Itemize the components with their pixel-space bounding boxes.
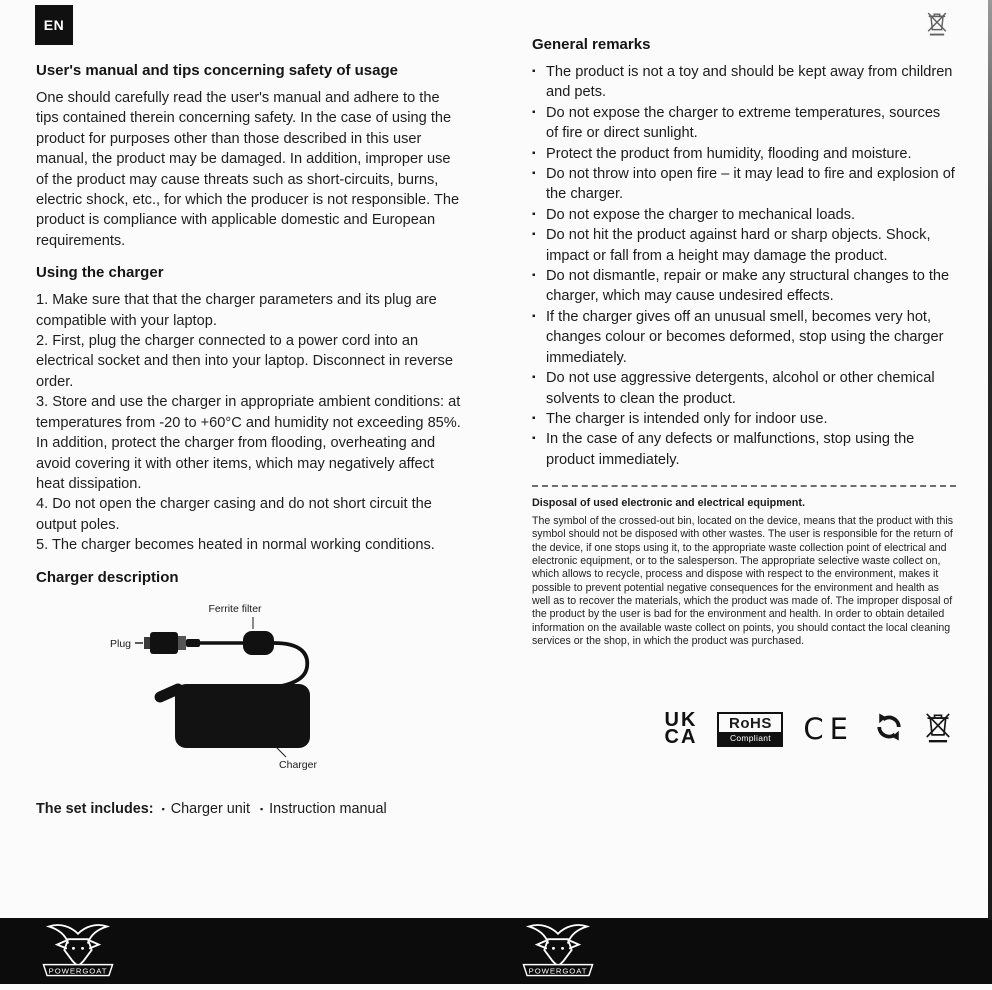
remark-text: Do not use aggressive detergents, alcohol or other chemical solvents to clean the product. — [546, 370, 935, 407]
powergoat-logo — [514, 921, 602, 986]
powergoat-logo — [34, 921, 122, 986]
bullet-icon: ▪ — [532, 270, 536, 282]
ukca-mark — [664, 709, 698, 749]
step-item: 4. Do not open the charger casing and do not short circuit the output poles. — [36, 496, 432, 533]
remark-item — [532, 62, 956, 103]
safety-body: One should carefully read the user's manual and adhere to the tips contained therein concerning safety. In the case of using the product for purposes other than those described in this user manual, the product may be damaged. In addition, improper use of the product may cause threats such as short-circuits, burns, electric shock, etc., for which the producer is not responsible. The product is compliance with applicable domestic and European requirements. — [36, 90, 460, 249]
remark-text: If the charger gives off an unusual smell, becomes very hot, changes colour or becomes deformed, stop using the charger immediately. — [546, 308, 944, 366]
set-item-label: Instruction manual — [269, 800, 387, 817]
set-item — [162, 801, 250, 817]
charger-label: Charger — [279, 758, 317, 771]
plug-label: Plug — [109, 637, 131, 650]
brand-name: POWERGOAT — [48, 966, 108, 976]
remark-text: Do not dismantle, repair or make any structural changes to the charger, which may cause undesired effects. — [546, 268, 950, 305]
bullet-icon: ▪ — [532, 433, 536, 445]
remark-text: Do not hit the product against hard or sharp objects. Shock, impact or fall from a height may damage the product. — [546, 227, 931, 264]
weee-crossed-bin-icon — [924, 710, 952, 748]
remark-item — [532, 368, 956, 409]
step-item: 3. Store and use the charger in appropriate ambient conditions: at temperatures from -20 to +60°C and humidity not exceeding 85%. In addition, protect the charger from flooding, overheating and avoid covering it with other items, which may negatively affect heat dissipation. — [36, 394, 461, 492]
remark-text: Do not expose the charger to mechanical loads. — [546, 206, 856, 223]
set-item — [260, 801, 387, 817]
remark-text: In the case of any defects or malfunctions, stop using the product immediately. — [546, 431, 915, 468]
charger-diagram — [36, 596, 466, 781]
remark-item — [532, 409, 956, 429]
ferrite-bead — [243, 631, 274, 655]
bullet-icon: ▪ — [532, 229, 536, 241]
set-item-label: Charger unit — [170, 800, 250, 817]
bullet-icon: ▪ — [532, 106, 536, 118]
language-badge: EN — [35, 5, 73, 45]
bullet-icon: ▪ — [532, 208, 536, 220]
disposal-heading: Disposal of used electronic and electrical equipment. — [532, 497, 805, 510]
remark-item — [532, 429, 956, 470]
description-heading: Charger description — [36, 568, 179, 586]
remark-item — [532, 307, 956, 368]
remark-text: Do not throw into open fire – it may lead to fire and explosion of the charger. — [546, 166, 955, 203]
goat-horn-right — [78, 925, 107, 943]
bullet-icon: ▪ — [532, 168, 536, 180]
set-includes-label: The set includes: — [36, 800, 154, 817]
bullet-icon: ▪ — [161, 803, 165, 814]
ferrite-filter-label: Ferrite filter — [208, 602, 262, 615]
step-item: 5. The charger becomes heated in normal working conditions. — [36, 537, 435, 554]
remark-text: Protect the product from humidity, flooding and moisture. — [546, 145, 912, 162]
bullet-icon: ▪ — [532, 412, 536, 424]
remark-item — [532, 266, 956, 307]
using-heading: Using the charger — [36, 264, 164, 282]
step-item: 1. Make sure that that the charger parameters and its plug are compatible with your laptop. — [36, 292, 437, 329]
dashed-divider — [532, 485, 956, 487]
bullet-icon: ▪ — [532, 147, 536, 159]
plug-icon — [144, 632, 200, 654]
rohs-mark — [717, 712, 783, 747]
using-steps — [36, 290, 466, 555]
bullet-icon: ▪ — [532, 310, 536, 322]
bullet-icon: ▪ — [532, 372, 536, 384]
bullet-icon: ▪ — [532, 66, 536, 77]
compliance-marks-row — [532, 710, 956, 748]
bullet-icon: ▪ — [259, 803, 264, 814]
ce-mark: CE — [803, 712, 854, 747]
set-includes-row — [36, 801, 466, 817]
scan-edge — [988, 0, 992, 920]
remark-text: The charger is intended only for indoor use. — [546, 410, 828, 427]
remark-item — [532, 144, 956, 164]
remark-text: The product is not a toy and should be kept away from children and pets. — [546, 64, 953, 101]
remark-item — [532, 164, 956, 205]
brand-name: POWERGOAT — [528, 966, 588, 976]
remark-text: Do not expose the charger to extreme temperatures, sources of fire or direct sunlight. — [546, 104, 941, 142]
ukca-line2: CA — [664, 726, 698, 749]
goat-horn-left — [49, 925, 78, 943]
remark-item — [532, 103, 956, 144]
remark-item — [532, 205, 956, 225]
left-column — [36, 62, 466, 817]
recycling-icon — [874, 712, 904, 747]
safety-heading: User's manual and tips concerning safety of usage — [36, 62, 398, 79]
charger-brick — [175, 684, 310, 748]
footer-bar — [0, 918, 992, 984]
rohs-text: RoHS — [729, 714, 772, 732]
remarks-list — [532, 62, 956, 470]
disposal-body: The symbol of the crossed-out bin, located on the device, means that the product with this symbol should not be disposed with other wastes. The user is responsible for the return of the device, if one stops using it, to the appropriate waste collection point of electrical and electronic equipment, or to the salesperson. The appropriate selective waste collect on, which allows to recycle, process and dispose with respect to the environment, makes it possible to prevent potential negative consequences for the environment and health as well as to recover the materials, which the product was made of. The improper disposal of the product by the user is bad for the environment and health. In order to obtain detailed information on the available waste collect on points, you should contact the local cleaning services or the shop, in which the product was purchased. — [532, 515, 954, 647]
remark-item — [532, 225, 956, 266]
step-item: 2. First, plug the charger connected to a power cord into an electrical socket and then into your laptop. Disconnect in reverse order. — [36, 333, 453, 390]
remarks-heading: General remarks — [532, 36, 651, 53]
ukca-line1: UK — [664, 709, 698, 732]
right-column — [532, 36, 956, 748]
rohs-compliant-text: Compliant — [719, 732, 781, 745]
